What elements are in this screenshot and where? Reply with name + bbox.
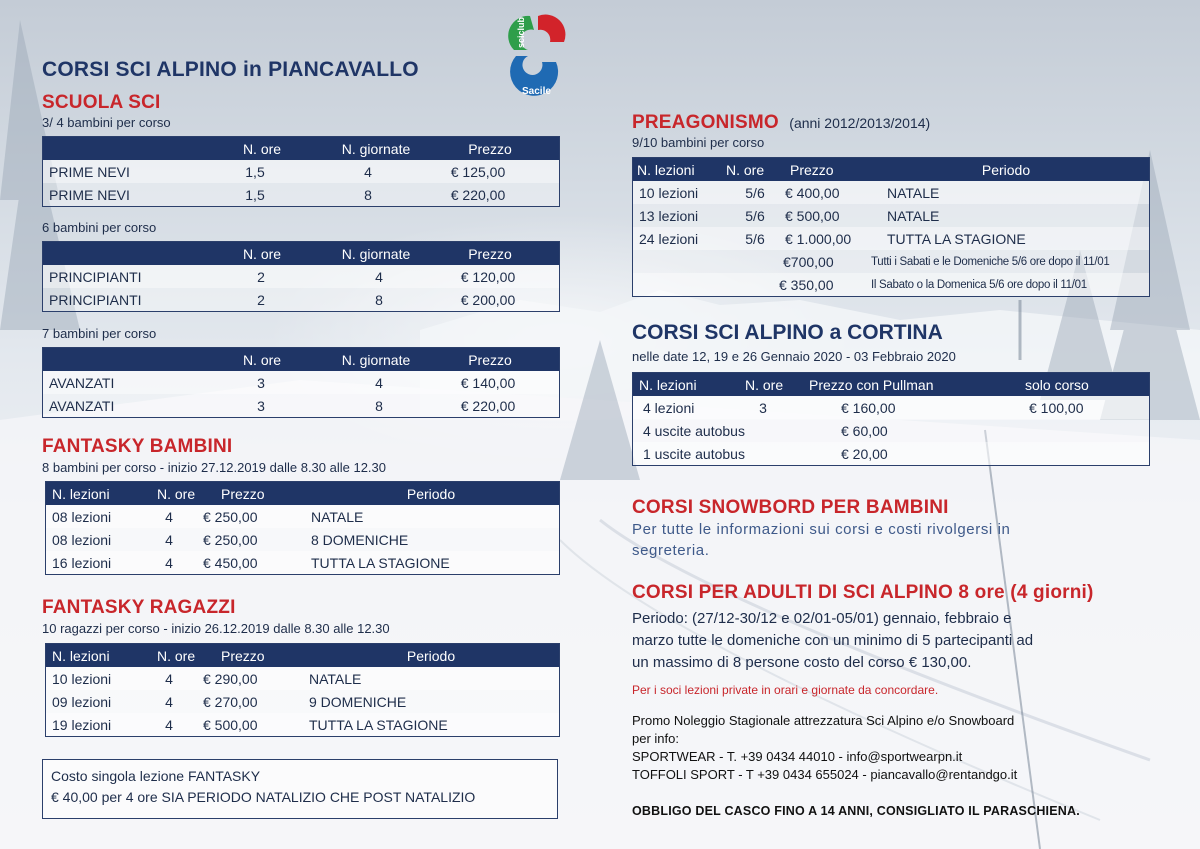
course-ore: 1,5	[245, 164, 265, 180]
prezzo-value: € 250,00	[203, 532, 258, 548]
course-prezzo: € 220,00	[460, 398, 516, 414]
scuola-table-2	[42, 241, 560, 312]
table-row	[46, 551, 559, 574]
table-row	[633, 181, 1149, 204]
header-ore: N. ore	[242, 352, 282, 368]
periodo-value: TUTTA LA STAGIONE	[311, 555, 450, 571]
table-row	[633, 396, 1149, 419]
course-name: PRIME NEVI	[49, 164, 130, 180]
header-solo-corso: solo corso	[1025, 377, 1089, 393]
fantasky-cost-box	[42, 759, 558, 819]
sciclub-sacile-logo	[508, 12, 568, 104]
table-row	[46, 528, 559, 551]
scuola-table-3	[42, 347, 560, 418]
course-giornate: 8	[375, 292, 383, 308]
prezzo-value: € 250,00	[203, 509, 258, 525]
periodo-value: NATALE	[887, 185, 940, 201]
table-row	[46, 690, 559, 713]
table-row	[633, 442, 1149, 465]
adulti-text	[632, 608, 1033, 674]
ore-value: 4	[165, 671, 173, 687]
snowboard-line1: Per tutte le informazioni sui corsi e costi rivolgersi in	[632, 521, 1011, 538]
lezioni-value: 4 lezioni	[643, 400, 695, 416]
periodo-value: 9 DOMENICHE	[309, 694, 407, 710]
header-lezioni: N. lezioni	[637, 162, 695, 178]
periodo-value: NATALE	[887, 208, 940, 224]
ore-value: 5/6	[745, 185, 765, 201]
helmet-notice: OBBLIGO DEL CASCO FINO A 14 ANNI, CONSIGLIATO IL PARASCHIENA.	[632, 804, 1080, 818]
course-prezzo: € 140,00	[460, 375, 516, 391]
table-row	[633, 273, 1149, 296]
preagonismo-heading	[632, 112, 930, 134]
header-prezzo: Prezzo	[468, 352, 512, 368]
course-ore: 2	[257, 269, 265, 285]
lezioni-value: 1 uscite autobus	[643, 446, 745, 462]
header-lezioni: N. lezioni	[52, 648, 110, 664]
course-name: AVANZATI	[49, 398, 115, 414]
table-row	[43, 288, 559, 311]
logo-mark-icon	[508, 12, 568, 104]
snowboard-text	[632, 519, 1011, 561]
lezioni-value: 24 lezioni	[639, 231, 699, 247]
scuola-title: SCUOLA SCI	[42, 92, 161, 113]
course-name: AVANZATI	[49, 375, 115, 391]
promo-line2: per info:	[632, 731, 679, 746]
fantasky-bambini-table	[45, 481, 560, 575]
course-ore: 3	[257, 375, 265, 391]
main-title: CORSI SCI ALPINO in PIANCAVALLO	[42, 58, 419, 81]
prezzo-value: € 500,00	[203, 717, 258, 733]
fantasky-ragazzi-subtitle: 10 ragazzi per corso - inizio 26.12.2019 dalle 8.30 alle 12.30	[42, 621, 390, 636]
prezzo-value: €700,00	[783, 254, 834, 270]
promo-block	[632, 712, 1017, 784]
ore-value: 5/6	[745, 231, 765, 247]
periodo-value: TUTTA LA STAGIONE	[887, 231, 1026, 247]
prezzo-value: € 400,00	[785, 185, 840, 201]
header-periodo: Periodo	[406, 648, 456, 664]
course-giornate: 8	[364, 187, 372, 203]
lezioni-value: 16 lezioni	[52, 555, 112, 571]
prezzo-value: € 350,00	[779, 277, 834, 293]
course-giornate: 4	[364, 164, 372, 180]
table-header	[43, 137, 559, 160]
header-giornate: N. giornate	[341, 246, 411, 262]
header-lezioni: N. lezioni	[52, 486, 110, 502]
fantasky-cost-line1: Costo singola lezione FANTASKY	[51, 768, 261, 784]
ore-value: 3	[759, 400, 767, 416]
periodo-value: TUTTA LA STAGIONE	[309, 717, 448, 733]
prezzo-value: € 1.000,00	[785, 231, 852, 247]
ore-value: 5/6	[745, 208, 765, 224]
table-row	[43, 183, 559, 206]
course-prezzo: € 200,00	[460, 292, 516, 308]
cortina-subtitle: nelle date 12, 19 e 26 Gennaio 2020 - 03 Febbraio 2020	[632, 349, 956, 364]
scuola-group1-subtitle: 3/ 4 bambini per corso	[42, 115, 171, 130]
course-ore: 3	[257, 398, 265, 414]
periodo-value: 8 DOMENICHE	[311, 532, 409, 548]
course-prezzo: € 120,00	[460, 269, 516, 285]
preagonismo-table	[632, 157, 1150, 297]
course-name: PRINCIPIANTI	[49, 292, 142, 308]
header-ore: N. ore	[242, 246, 282, 262]
header-giornate: N. giornate	[341, 352, 411, 368]
header-giornate: N. giornate	[341, 141, 411, 157]
logo-town-text: Sacile	[522, 86, 551, 97]
logo-arc-text: sciclub	[516, 16, 526, 48]
promo-toffoli: TOFFOLI SPORT - T +39 0434 655024 - piancavallo@rentandgo.it	[632, 767, 1018, 782]
promo-line1: Promo Noleggio Stagionale attrezzatura Sci Alpino e/o Snowboard	[632, 713, 1015, 728]
table-row	[46, 505, 559, 528]
table-row	[633, 204, 1149, 227]
periodo-value: NATALE	[309, 671, 362, 687]
prezzo-pullman-value: € 60,00	[841, 423, 888, 439]
lezioni-value: 19 lezioni	[52, 717, 112, 733]
prezzo-value: € 270,00	[203, 694, 258, 710]
table-header	[46, 482, 559, 505]
scuola-table-1	[42, 136, 560, 207]
header-prezzo-pullman: Prezzo con Pullman	[809, 377, 934, 393]
course-prezzo: € 125,00	[450, 164, 506, 180]
table-header	[43, 242, 559, 265]
header-ore: N. ore	[745, 377, 784, 393]
fantasky-bambini-title: FANTASKY BAMBINI	[42, 436, 233, 457]
header-prezzo: Prezzo	[790, 162, 834, 178]
lezioni-value: 10 lezioni	[639, 185, 699, 201]
preagonismo-subtitle: 9/10 bambini per corso	[632, 135, 765, 150]
course-giornate: 8	[375, 398, 383, 414]
header-prezzo: Prezzo	[468, 246, 512, 262]
header-ore: N. ore	[726, 162, 765, 178]
lezioni-value: 09 lezioni	[52, 694, 112, 710]
preagonismo-title: PREAGONISMO	[632, 112, 779, 133]
cortina-title: CORSI SCI ALPINO a CORTINA	[632, 321, 943, 344]
periodo-value: Il Sabato o la Domenica 5/6 ore dopo il 11/01	[871, 279, 1087, 291]
course-prezzo: € 220,00	[450, 187, 506, 203]
table-header	[46, 644, 559, 667]
fantasky-cost-line2: € 40,00 per 4 ore SIA PERIODO NATALIZIO CHE POST NATALIZIO	[51, 789, 476, 805]
prezzo-value: € 450,00	[203, 555, 258, 571]
table-row	[43, 160, 559, 183]
header-prezzo: Prezzo	[221, 486, 265, 502]
course-giornate: 4	[375, 375, 383, 391]
lezioni-value: 10 lezioni	[52, 671, 112, 687]
fantasky-ragazzi-table	[45, 643, 560, 737]
snowboard-line2: segreteria.	[632, 542, 710, 559]
prezzo-pullman-value: € 160,00	[841, 400, 896, 416]
course-giornate: 4	[375, 269, 383, 285]
snowboard-title: CORSI SNOWBORD PER BAMBINI	[632, 497, 949, 518]
solo-corso-value: € 100,00	[1029, 400, 1084, 416]
fantasky-bambini-subtitle: 8 bambini per corso - inizio 27.12.2019 dalle 8.30 alle 12.30	[42, 460, 387, 475]
table-row	[43, 394, 559, 417]
header-prezzo: Prezzo	[221, 648, 265, 664]
preagonismo-years: (anni 2012/2013/2014)	[789, 115, 931, 131]
header-ore: N. ore	[157, 486, 196, 502]
table-header	[633, 373, 1149, 396]
table-row	[46, 713, 559, 736]
periodo-value: Tutti i Sabati e le Domeniche 5/6 ore dopo il 11/01	[871, 256, 1110, 268]
table-row	[633, 419, 1149, 442]
ore-value: 4	[165, 694, 173, 710]
ore-value: 4	[165, 532, 173, 548]
header-ore: N. ore	[157, 648, 196, 664]
header-periodo: Periodo	[406, 486, 456, 502]
lezioni-value: 08 lezioni	[52, 509, 112, 525]
header-lezioni: N. lezioni	[639, 377, 697, 393]
fantasky-ragazzi-title: FANTASKY RAGAZZI	[42, 597, 236, 618]
table-row	[633, 227, 1149, 250]
table-header	[43, 348, 559, 371]
adulti-line: marzo tutte le domeniche con un minimo di 5 partecipanti ad	[632, 632, 1034, 649]
table-row	[46, 667, 559, 690]
adulti-title: CORSI PER ADULTI DI SCI ALPINO 8 ore (4 giorni)	[632, 582, 1094, 603]
scuola-group2-subtitle: 6 bambini per corso	[42, 220, 157, 235]
prezzo-value: € 290,00	[203, 671, 258, 687]
adulti-line: un massimo di 8 persone costo del corso € 130,00.	[632, 654, 972, 671]
course-name: PRIME NEVI	[49, 187, 130, 203]
periodo-value: NATALE	[311, 509, 364, 525]
lezioni-value: 4 uscite autobus	[643, 423, 745, 439]
ore-value: 4	[165, 717, 173, 733]
course-ore: 2	[257, 292, 265, 308]
table-header	[633, 158, 1149, 181]
table-row	[43, 265, 559, 288]
header-prezzo: Prezzo	[468, 141, 512, 157]
cortina-table	[632, 372, 1150, 466]
course-ore: 1,5	[245, 187, 265, 203]
prezzo-value: € 500,00	[785, 208, 840, 224]
course-name: PRINCIPIANTI	[49, 269, 142, 285]
header-periodo: Periodo	[981, 162, 1031, 178]
promo-sportwear: SPORTWEAR - T. +39 0434 44010 - info@sportwearpn.it	[632, 749, 963, 764]
adulti-note: Per i soci lezioni private in orari e giornate da concordare.	[632, 683, 939, 697]
lezioni-value: 13 lezioni	[639, 208, 699, 224]
ore-value: 4	[165, 509, 173, 525]
prezzo-pullman-value: € 20,00	[841, 446, 888, 462]
scuola-group3-subtitle: 7 bambini per corso	[42, 326, 157, 341]
lezioni-value: 08 lezioni	[52, 532, 112, 548]
table-row	[633, 250, 1149, 273]
adulti-line: Periodo: (27/12-30/12 e 02/01-05/01) gennaio, febbraio e	[632, 610, 1012, 627]
header-ore: N. ore	[242, 141, 282, 157]
ore-value: 4	[165, 555, 173, 571]
table-row	[43, 371, 559, 394]
